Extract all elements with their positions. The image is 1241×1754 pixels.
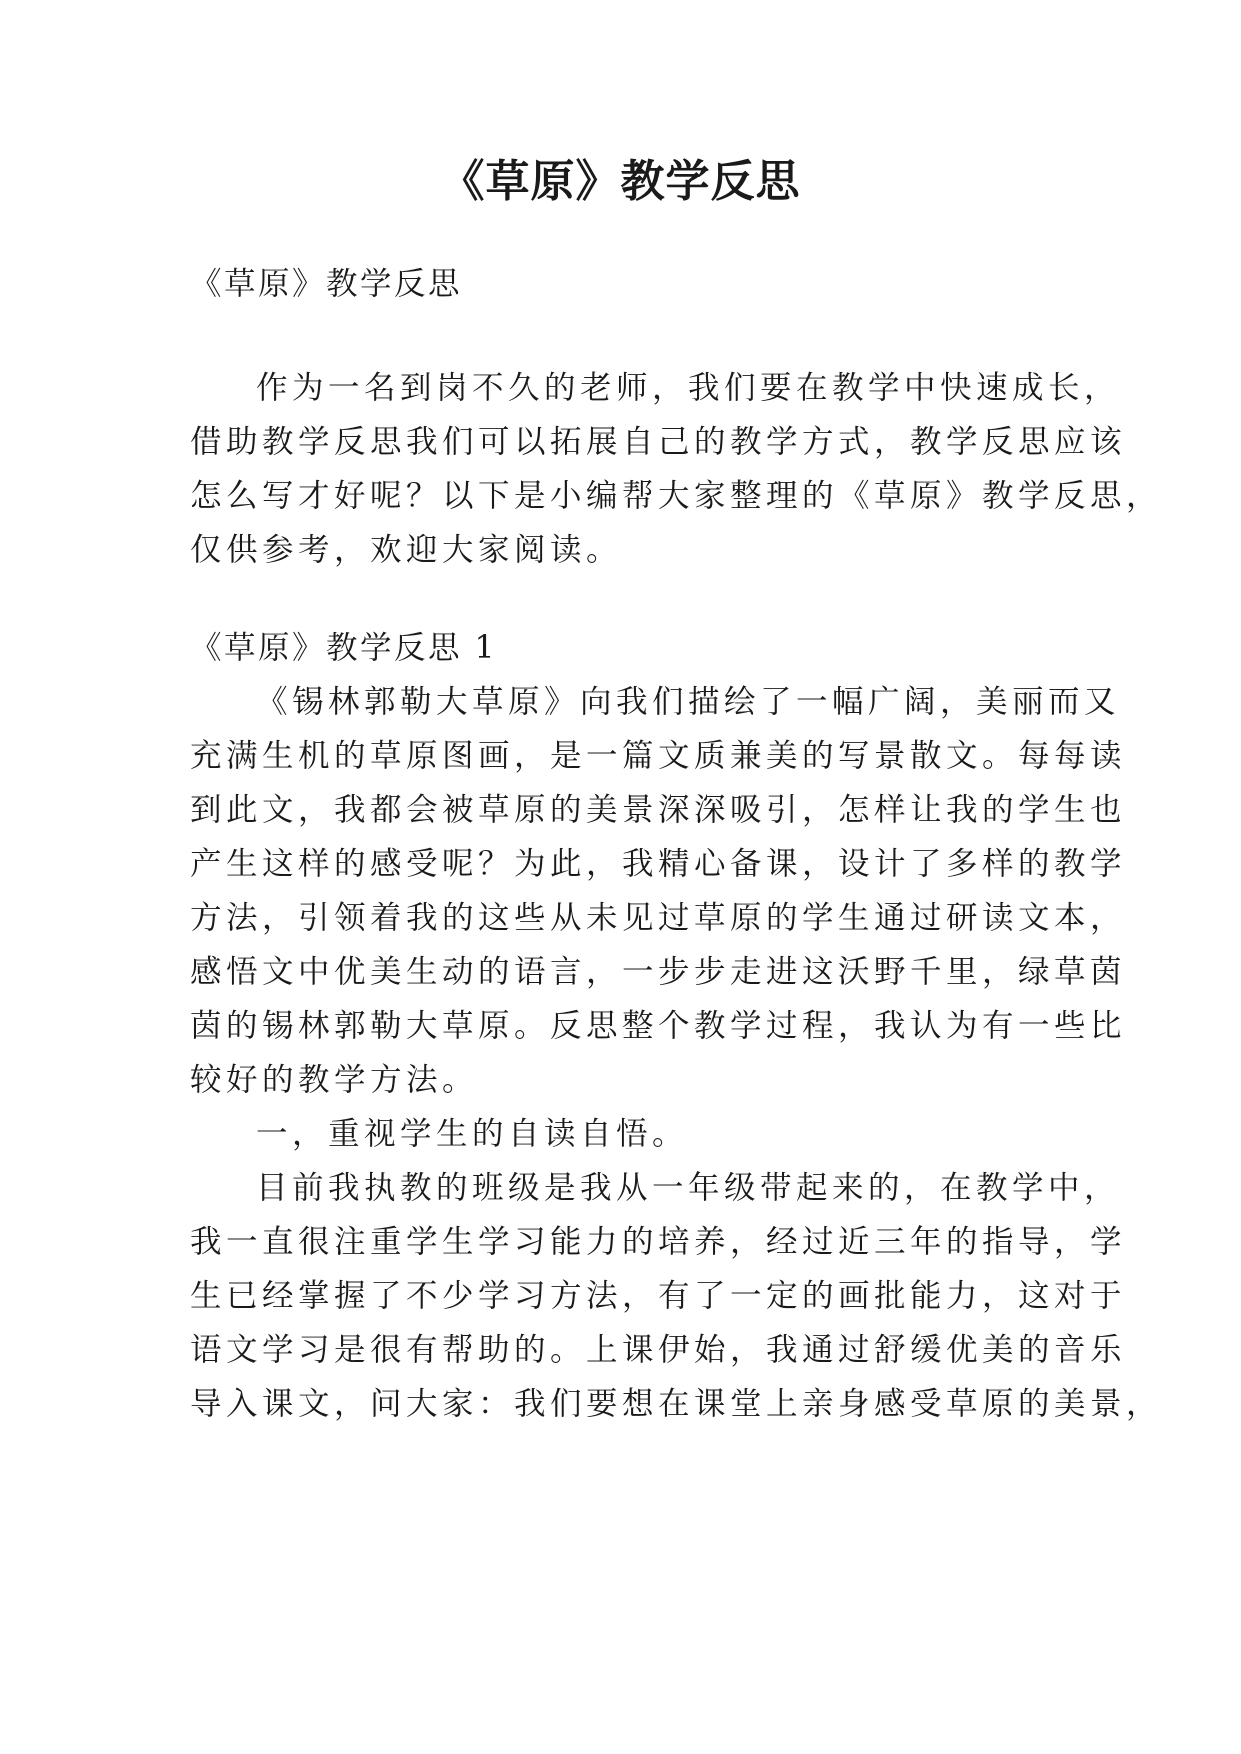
body-line: 充满生机的草原图画，是一篇文质兼美的写景散文。每每读 (190, 738, 1127, 774)
point-heading: 一，重视学生的自读自悟。 (256, 1116, 689, 1152)
body-line: 导入课文，问大家：我们要想在课堂上亲身感受草原的美景， (190, 1386, 1163, 1422)
intro-line: 作为一名到岗不久的老师，我们要在教学中快速成长， (256, 370, 1121, 406)
section-heading: 《草原》教学反思 1 (190, 630, 498, 666)
body-line: 茵的锡林郭勒大草原。反思整个教学过程，我认为有一些比 (190, 1008, 1127, 1044)
body-line: 感悟文中优美生动的语言，一步步走进这沃野千里，绿草茵 (190, 954, 1127, 990)
document-title: 《草原》教学反思 (440, 156, 801, 207)
intro-line: 借助教学反思我们可以拓展自己的教学方式，教学反思应该 (190, 424, 1127, 460)
document-subtitle: 《草原》教学反思 (190, 266, 463, 302)
intro-line: 仅供参考，欢迎大家阅读。 (190, 532, 623, 568)
body-line: 较好的教学方法。 (190, 1062, 479, 1098)
body-line: 方法，引领着我的这些从未见过草原的学生通过研读文本， (190, 900, 1127, 936)
intro-line: 怎么写才好呢？以下是小编帮大家整理的《草原》教学反思， (190, 478, 1163, 514)
body-line: 语文学习是很有帮助的。上课伊始，我通过舒缓优美的音乐 (190, 1332, 1127, 1368)
body-line: 产生这样的感受呢？为此，我精心备课，设计了多样的教学 (190, 846, 1127, 882)
body-line: 《锡林郭勒大草原》向我们描绘了一幅广阔，美丽而又 (256, 684, 1121, 720)
body-line: 生已经掌握了不少学习方法，有了一定的画批能力，这对于 (190, 1278, 1127, 1314)
body-line: 目前我执教的班级是我从一年级带起来的，在教学中， (256, 1170, 1121, 1206)
body-line: 到此文，我都会被草原的美景深深吸引，怎样让我的学生也 (190, 792, 1127, 828)
body-line: 我一直很注重学生学习能力的培养，经过近三年的指导，学 (190, 1224, 1127, 1260)
